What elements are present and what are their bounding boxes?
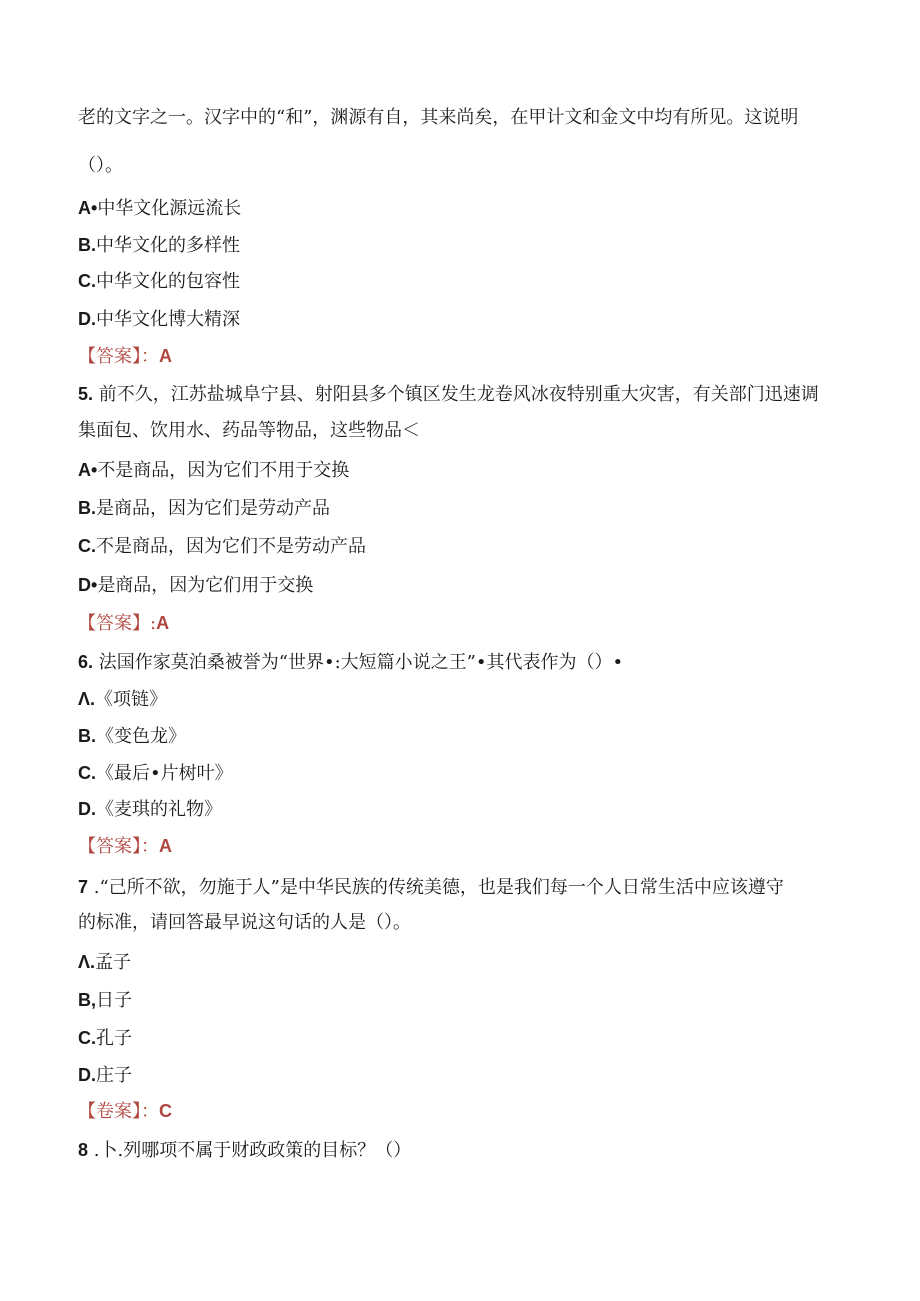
q5-stem-line-1	[78, 382, 819, 407]
option-text: 《项链》	[95, 689, 168, 710]
option-letter: C.	[78, 763, 96, 783]
option-letter: C.	[78, 536, 96, 556]
answer-value: A	[159, 346, 172, 366]
option-letter: B.	[78, 726, 96, 746]
option-text: 是商品，因为它们用于交换	[97, 575, 314, 596]
option-text: 中华文化博大精深	[96, 309, 240, 330]
option-text: 孟子	[95, 952, 132, 973]
option-letter: D•	[78, 575, 98, 595]
q7-option-b	[78, 988, 132, 1013]
q8-stem-line-1	[78, 1138, 411, 1163]
q7-answer	[78, 1099, 172, 1124]
q4-answer	[78, 344, 172, 369]
q7-stem-line-2: 的标准，请回答最早说这句话的人是（）。	[78, 912, 411, 933]
option-text: 《最后•片树叶》	[96, 763, 233, 784]
option-text: 不是商品，因为它们不用于交换	[97, 460, 350, 481]
answer-label: 【答案】：	[78, 346, 159, 367]
option-text: 是商品，因为它们是劳动产品	[96, 498, 330, 519]
q7-option-c	[78, 1026, 132, 1051]
q5-stem-line-2: 集面包、饮用水、药品等物品，这些物品＜	[78, 420, 420, 441]
option-letter: C.	[78, 1028, 96, 1048]
q5-option-c	[78, 534, 366, 559]
option-letter: D.	[78, 1065, 96, 1085]
q5-option-a	[78, 458, 349, 483]
question-text: 前不久，江苏盐城阜宁县、射阳县多个镇区发生龙卷风冰夜特别重大灾害，有关部门迅速调	[98, 384, 819, 405]
question-number: 7	[78, 877, 89, 897]
answer-label: 【答案】：	[78, 836, 159, 857]
answer-value: A	[156, 613, 170, 633]
option-text: 中华文化的包容性	[96, 271, 240, 292]
q6-stem-line-1	[78, 650, 623, 675]
answer-value: C	[159, 1101, 172, 1121]
option-text: 《麦琪的礼物》	[96, 799, 222, 820]
question-4-stem-line-1: 老的文字之一。汉字中的“和”，渊源有自，其来尚矣，在甲计文和金文中均有所见。这说明	[78, 107, 799, 128]
q4-option-d	[78, 307, 240, 332]
question-text: .卜.列哪项不属于财政政策的目标？（）	[93, 1140, 412, 1161]
q6-option-d	[78, 797, 222, 822]
option-letter: Λ.	[78, 952, 96, 972]
q6-answer	[78, 834, 172, 859]
option-text: 孔子	[96, 1028, 132, 1049]
option-letter: D.	[78, 799, 96, 819]
option-text: 中华文化源远流长	[97, 198, 242, 219]
option-letter: A•	[78, 198, 98, 218]
q6-option-b	[78, 724, 186, 749]
option-text: 《变色龙》	[96, 726, 186, 747]
option-letter: A•	[78, 460, 98, 480]
question-number: 6.	[78, 652, 94, 672]
q5-option-b	[78, 496, 330, 521]
option-letter: B.	[78, 235, 96, 255]
q4-option-a	[78, 196, 241, 221]
option-letter: Λ.	[78, 689, 96, 709]
option-text: 日子	[96, 990, 132, 1011]
q6-option-c	[78, 761, 233, 786]
option-letter: B,	[78, 990, 96, 1010]
option-letter: C.	[78, 271, 96, 291]
answer-value: A	[159, 836, 172, 856]
option-letter: D.	[78, 309, 96, 329]
question-number: 5.	[78, 384, 94, 404]
q5-answer	[78, 611, 169, 636]
q4-option-c	[78, 269, 240, 294]
question-number: 8	[78, 1140, 89, 1160]
question-text: 法国作家莫泊桑被誉为“世界•:大短篇小说之王”•其代表作为（）•	[98, 652, 624, 673]
answer-label: 【答案】:	[78, 613, 157, 634]
question-text: .“己所不欲，勿施于人”是中华民族的传统美德，也是我们每一个人日常生活中应该遵守	[93, 877, 784, 898]
q5-option-d	[78, 573, 313, 598]
option-text: 中华文化的多样性	[96, 235, 240, 256]
q4-option-b	[78, 233, 240, 258]
q6-option-a	[78, 687, 167, 712]
q7-option-a	[78, 950, 131, 975]
question-4-stem-line-2: （）。	[78, 155, 123, 176]
option-text: 庄子	[96, 1065, 132, 1086]
q7-stem-line-1	[78, 875, 784, 900]
option-letter: B.	[78, 498, 96, 518]
answer-label: 【卷案】：	[78, 1101, 159, 1122]
q7-option-d	[78, 1063, 132, 1088]
option-text: 不是商品，因为它们不是劳动产品	[96, 536, 366, 557]
